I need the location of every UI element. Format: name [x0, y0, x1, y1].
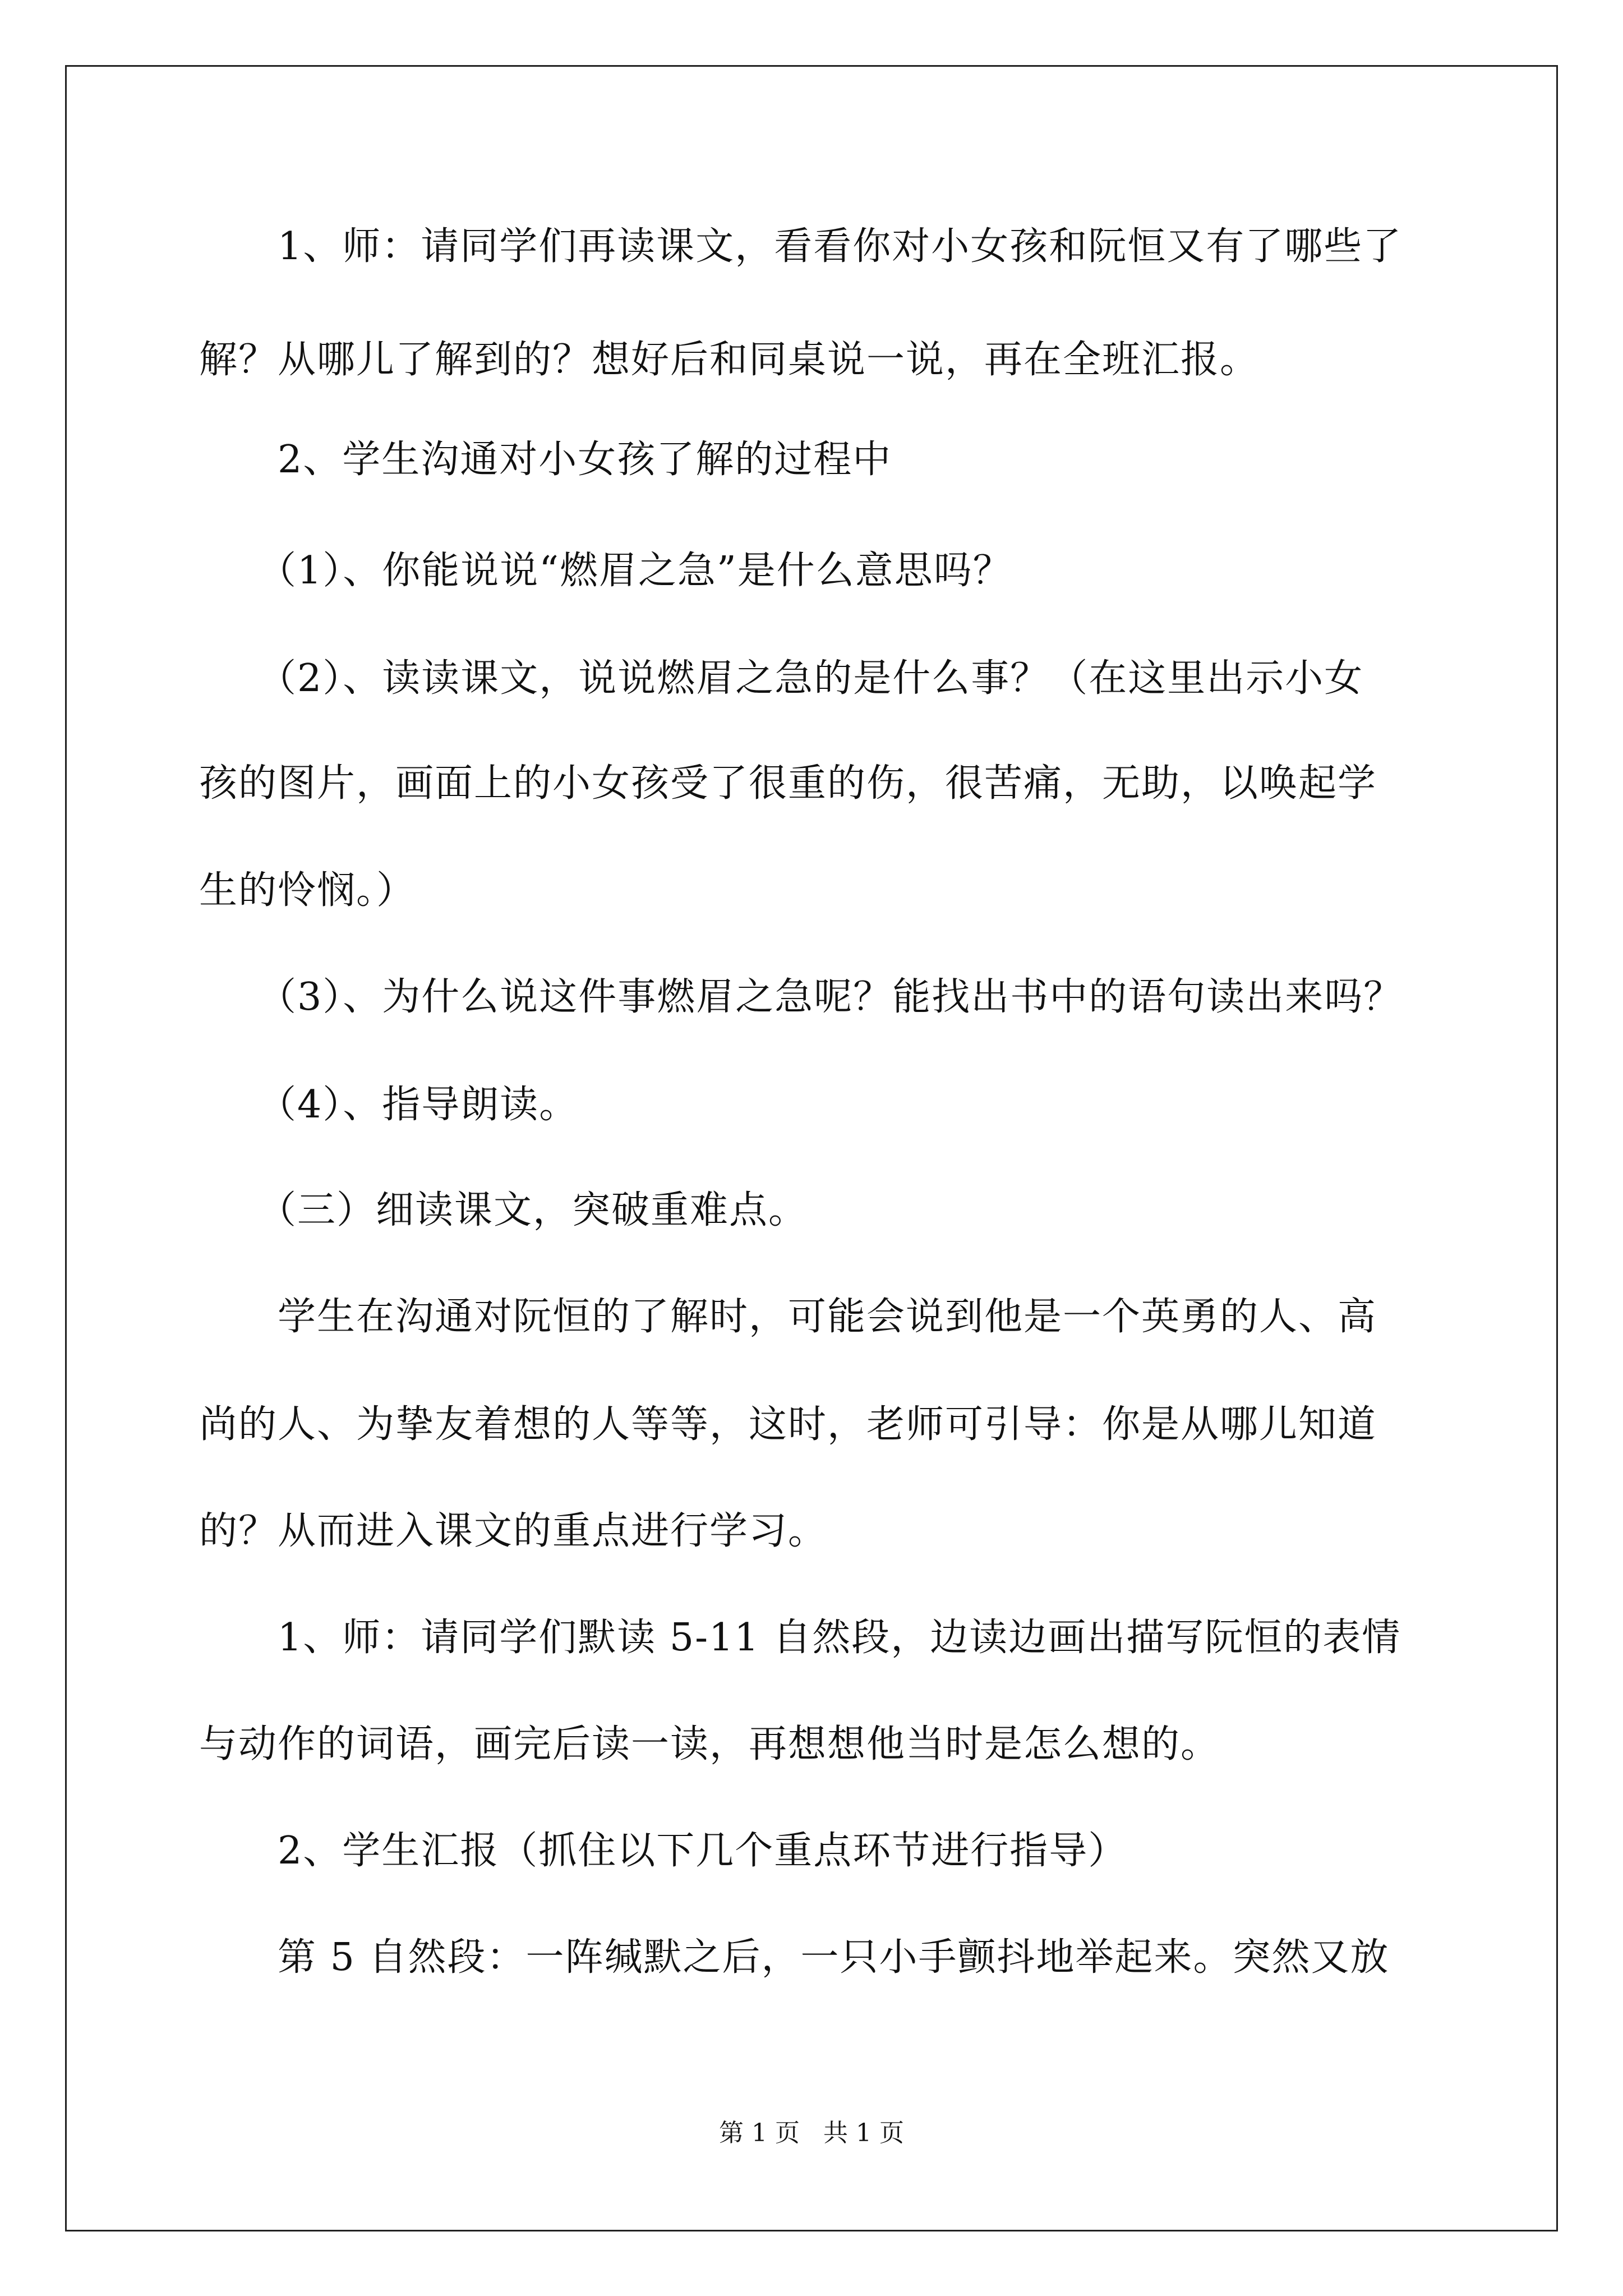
text-line-3: 2、学生沟通对小女孩了解的过程中 — [278, 438, 892, 482]
text-line-17: 第 5 自然段：一阵缄默之后，一只小手颤抖地举起来。突然又放 — [278, 1935, 1390, 1980]
text-line-9: （4）、指导朗读。 — [258, 1083, 579, 1127]
text-line-15: 与动作的词语，画完后读一读，再想想他当时是怎么想的。 — [199, 1722, 1220, 1766]
text-line-2: 解？从哪儿了解到的？想好后和同桌说一说，再在全班汇报。 — [199, 338, 1260, 382]
text-line-13: 的？从而进入课文的重点进行学习。 — [199, 1509, 828, 1553]
text-line-11: 学生在沟通对阮恒的了解时，可能会说到他是一个英勇的人、高 — [278, 1295, 1377, 1339]
text-line-1: 1、师：请同学们再读课文，看看你对小女孩和阮恒又有了哪些了 — [278, 224, 1403, 269]
page-number: 第 1 页 共 1 页 — [719, 2119, 904, 2147]
text-line-7: 生的怜悯。） — [199, 868, 416, 913]
text-line-8: （3）、为什么说这件事燃眉之急呢？能找出书中的语句读出来吗？ — [258, 975, 1403, 1019]
text-line-5: （2）、读读课文，说说燃眉之急的是什么事？（在这里出示小女 — [258, 656, 1364, 701]
text-line-14: 1、师：请同学们默读 5-11 自然段，边读边画出描写阮恒的表情 — [278, 1616, 1401, 1660]
text-line-10: （三）细读课文，突破重难点。 — [258, 1188, 808, 1232]
text-line-12: 尚的人、为挚友着想的人等等，这时，老师可引导：你是从哪儿知道 — [199, 1402, 1377, 1447]
text-line-4: （1）、你能说说“燃眉之急”是什么意思吗？ — [258, 549, 1012, 593]
text-line-6: 孩的图片，画面上的小女孩受了很重的伤，很苦痛，无助，以唤起学 — [199, 761, 1377, 806]
page-border — [65, 65, 1558, 2231]
text-line-16: 2、学生汇报（抓住以下几个重点环节进行指导） — [278, 1829, 1128, 1873]
